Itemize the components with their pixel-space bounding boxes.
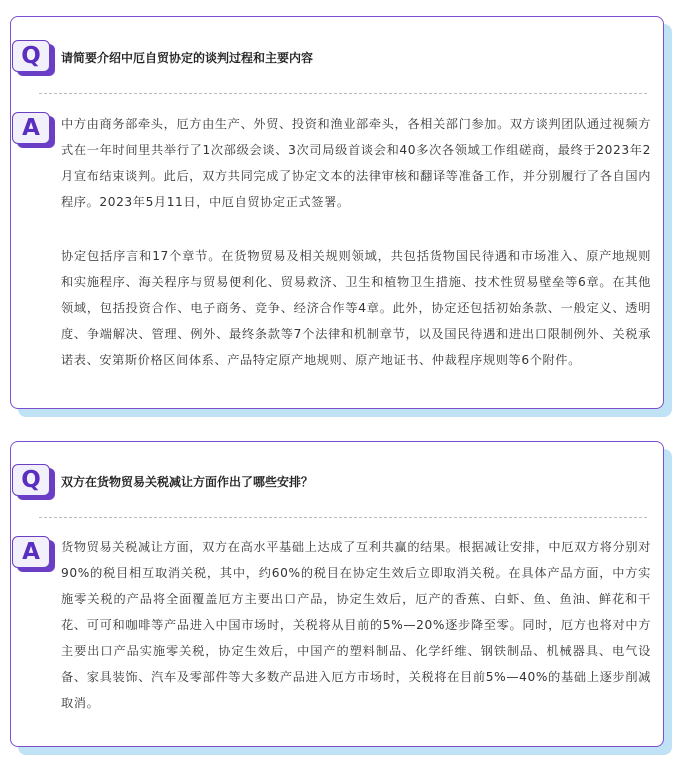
q-badge: [17, 468, 55, 500]
card-body: [10, 441, 664, 747]
divider: [39, 517, 647, 518]
a-badge: [17, 116, 55, 148]
question-text: 双方在货物贸易关税减让方面作出了哪些安排？: [61, 475, 314, 489]
question-text: 请简要介绍中厄自贸协定的谈判过程和主要内容: [61, 51, 314, 65]
divider: [39, 93, 647, 94]
a-badge-label: A: [12, 112, 50, 144]
card-body: [10, 16, 664, 409]
a-badge: [17, 540, 55, 572]
q-badge-label: Q: [12, 464, 50, 496]
answer-paragraph-2: 协定包括序言和17个章节。在货物贸易及相关规则领域，共包括货物国民待遇和市场准入、原产地规则和实施程序、海关程序与贸易便利化、贸易救济、卫生和植物卫生措施、技术性贸易壁垒等6章。在其他领域，包括投资合作、电子商务、竞争、经济合作等4章。此外，协定还包括初始条款、一般定义、透明度、争端解决、管理、例外、最终条款等7个法律和机制章节，以及国民待遇和进出口限制例外、关税承诺表、安第斯价格区间体系、产品特定原产地规则、原产地证书、仲裁程序规则等6个附件。: [61, 249, 651, 367]
a-badge-label: A: [12, 536, 50, 568]
qa-card-2: [10, 441, 664, 747]
qa-card-1: [10, 16, 664, 409]
answer-paragraph-1: 货物贸易关税减让方面，双方在高水平基础上达成了互利共赢的结果。根据减让安排，中厄双方将分别对90%的税目相互取消关税，其中，约60%的税目在协定生效后立即取消关税。在具体产品方面，中方实施零关税的产品将全面覆盖厄方主要出口产品，协定生效后，厄产的香蕉、白虾、鱼、鱼油、鲜花和干花、可可和咖啡等产品进入中国市场时，关税将从目前的5%—20%逐步降至零。同时，厄方也将对中方主要出口产品实施零关税，协定生效后，中国产的塑料制品、化学纤维、钢铁制品、机械器具、电气设备、家具装饰、汽车及零部件等大多数产品进入厄方市场时，关税将在目前5%—40%的基础上逐步削减取消。: [61, 540, 651, 710]
q-badge-label: Q: [12, 40, 50, 72]
q-badge: [17, 44, 55, 76]
answer-paragraph-1: 中方由商务部牵头，厄方由生产、外贸、投资和渔业部牵头，各相关部门参加。双方谈判团队通过视频方式在一年时间里共举行了1次部级会谈、3次司局级首谈会和40多次各领域工作组磋商，最终于2023年2月宣布结束谈判。此后，双方共同完成了协定文本的法律审核和翻译等准备工作，并分别履行了各自国内程序。2023年5月11日，中厄自贸协定正式签署。: [61, 117, 651, 209]
